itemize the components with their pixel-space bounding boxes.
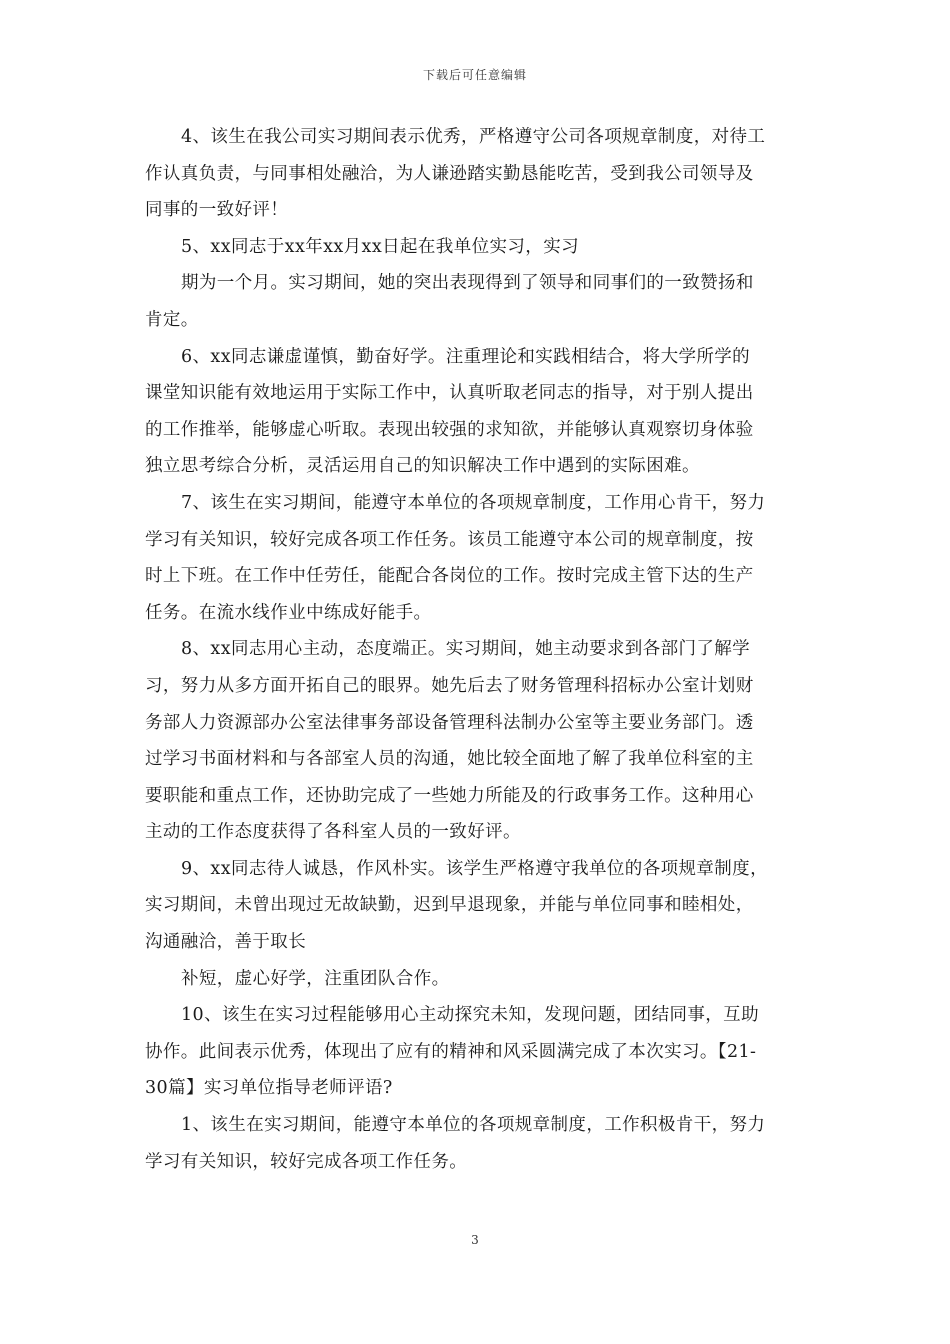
text-line: 7、该生在实习期间，能遵守本单位的各项规章制度，工作用心肯干，努力 [181,492,766,513]
document-body [145,119,810,1180]
text-line: 期为一个月。实习期间，她的突出表现得到了领导和同事们的一致赞扬和 [181,273,754,294]
text-line: 学习有关知识，较好完成各项工作任务。 [145,1151,468,1172]
text-line: 时上下班。在工作中任劳任，能配合各岗位的工作。按时完成主管下达的生产 [145,566,754,587]
text-line: 1、该生在实习期间，能遵守本单位的各项规章制度，工作积极肯干，努力 [181,1115,766,1136]
text-line: 肯定。 [145,309,199,330]
text-line: 6、xx同志谦虚谨慎，勤奋好学。注重理论和实践相结合，将大学所学的 [181,346,751,367]
text-line: 10、该生在实习过程能够用心主动探究未知，发现问题，团结同事，互助 [181,1005,759,1026]
text-line: 课堂知识能有效地运用于实际工作中，认真听取老同志的指导，对于别人提出 [145,383,754,404]
text-line: 协作。此间表示优秀，体现出了应有的精神和风采圆满完成了本次实习。【21- [145,1041,757,1062]
page-number: 3 [471,1233,479,1247]
text-line: 独立思考综合分析，灵活运用自己的知识解决工作中遇到的实际困难。 [145,456,700,477]
text-line: 习，努力从多方面开拓自己的眼界。她先后去了财务管理科招标办公室计划财 [145,675,754,696]
text-line: 实习期间，未曾出现过无故缺勤，迟到早退现象，并能与单位同事和睦相处， [145,895,754,916]
text-line: 务部人力资源部办公室法律事务部设备管理科法制办公室等主要业务部门。透 [145,712,754,733]
text-line: 过学习书面材料和与各部室人员的沟通，她比较全面地了解了我单位科室的主 [145,749,754,770]
text-line: 补短，虚心好学，注重团队合作。 [181,968,450,989]
text-line: 学习有关知识，较好完成各项工作任务。该员工能遵守本公司的规章制度，按 [145,529,754,550]
text-line: 作认真负责，与同事相处融洽，为人谦逊踏实勤恳能吃苦，受到我公司领导及 [145,163,754,184]
text-line: 主动的工作态度获得了各科室人员的一致好评。 [145,822,521,843]
text-line: 30篇】实习单位指导老师评语? [145,1078,393,1099]
text-line: 8、xx同志用心主动，态度端正。实习期间，她主动要求到各部门了解学 [181,639,751,660]
text-line: 4、该生在我公司实习期间表示优秀，严格遵守公司各项规章制度，对待工 [181,127,766,147]
text-line: 沟通融洽，善于取长 [145,932,307,953]
text-line: 5、xx同志于xx年xx月xx日起在我单位实习，实习 [181,236,579,257]
text-line: 9、xx同志待人诚恳，作风朴实。该学生严格遵守我单位的各项规章制度， [181,858,768,879]
text-line: 要职能和重点工作，还协助完成了一些她力所能及的行政事务工作。这种用心 [145,785,754,806]
page-header: 下载后可任意编辑 [422,68,527,82]
text-line: 的工作推举，能够虚心听取。表现出较强的求知欲，并能够认真观察切身体验 [145,419,754,440]
text-line: 同事的一致好评！ [145,200,289,221]
text-line: 任务。在流水线作业中练成好能手。 [145,602,432,623]
